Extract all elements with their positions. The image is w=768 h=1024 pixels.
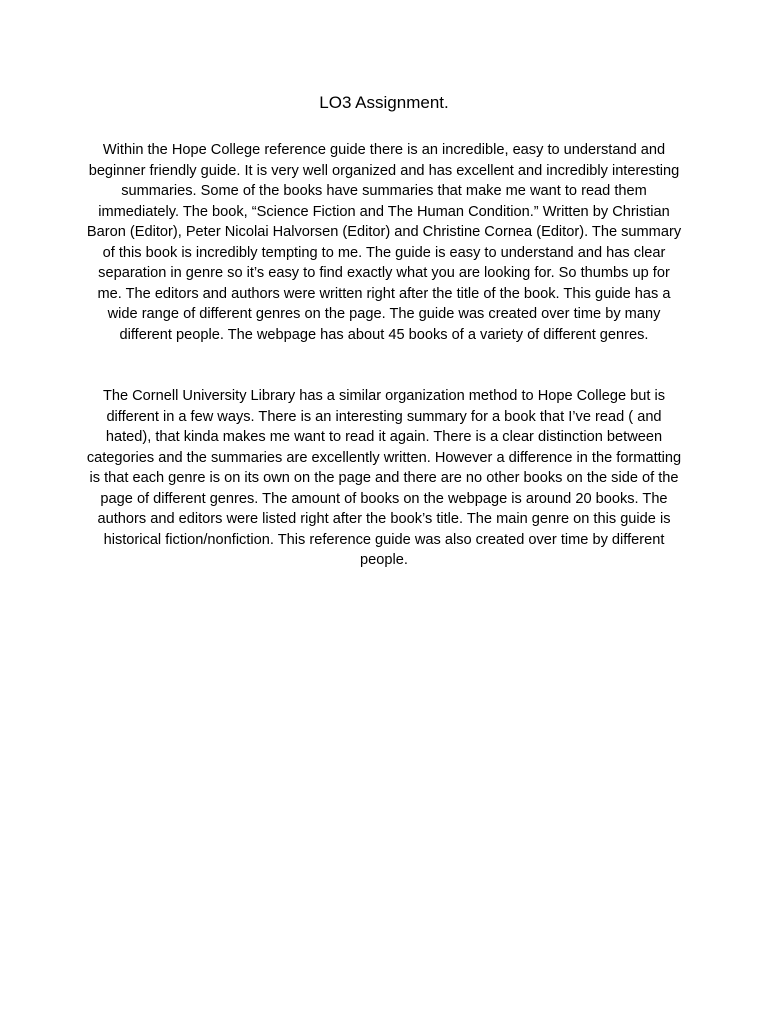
paragraph-hope-college: Within the Hope College reference guide there is an incredible, easy to understand and beginner friendly guide. It is very well organized and has excellent and incredibly interesting summaries. Some of the books have summaries that make me want to read them immediately. The book, “Science Fiction and The Human Condition.” Written by Christian Baron (Editor), Peter Nicolai Halvorsen (Editor) and Christine Cornea (Editor). The summary of this book is incredibly tempting to me. The guide is easy to understand and has clear separation in genre so it’s easy to find exactly what you are looking for. So thumbs up for me. The editors and authors were written right after the title of the book. This guide has a wide range of different genres on the page. The guide was created over time by many different people. The webpage has about 45 books of a variety of different genres.: [86, 142, 682, 343]
paragraph-cornell-library: The Cornell University Library has a similar organization method to Hope College but is different in a few ways. There is an interesting summary for a book that I’ve read ( and hated), that kinda makes me want to read it again. There is a clear distinction between categories and the summaries are excellently written. However a difference in the formatting is that each genre is on its own on the page and there are no other books on the side of the page of different genres. The amount of books on the webpage is around 20 books. The authors and editors were listed right after the book’s title. The main genre on this guide is historical fiction/nonfiction. This reference guide was also created over time by different people.: [86, 388, 682, 568]
document-title: LO3 Assignment.: [319, 93, 449, 112]
